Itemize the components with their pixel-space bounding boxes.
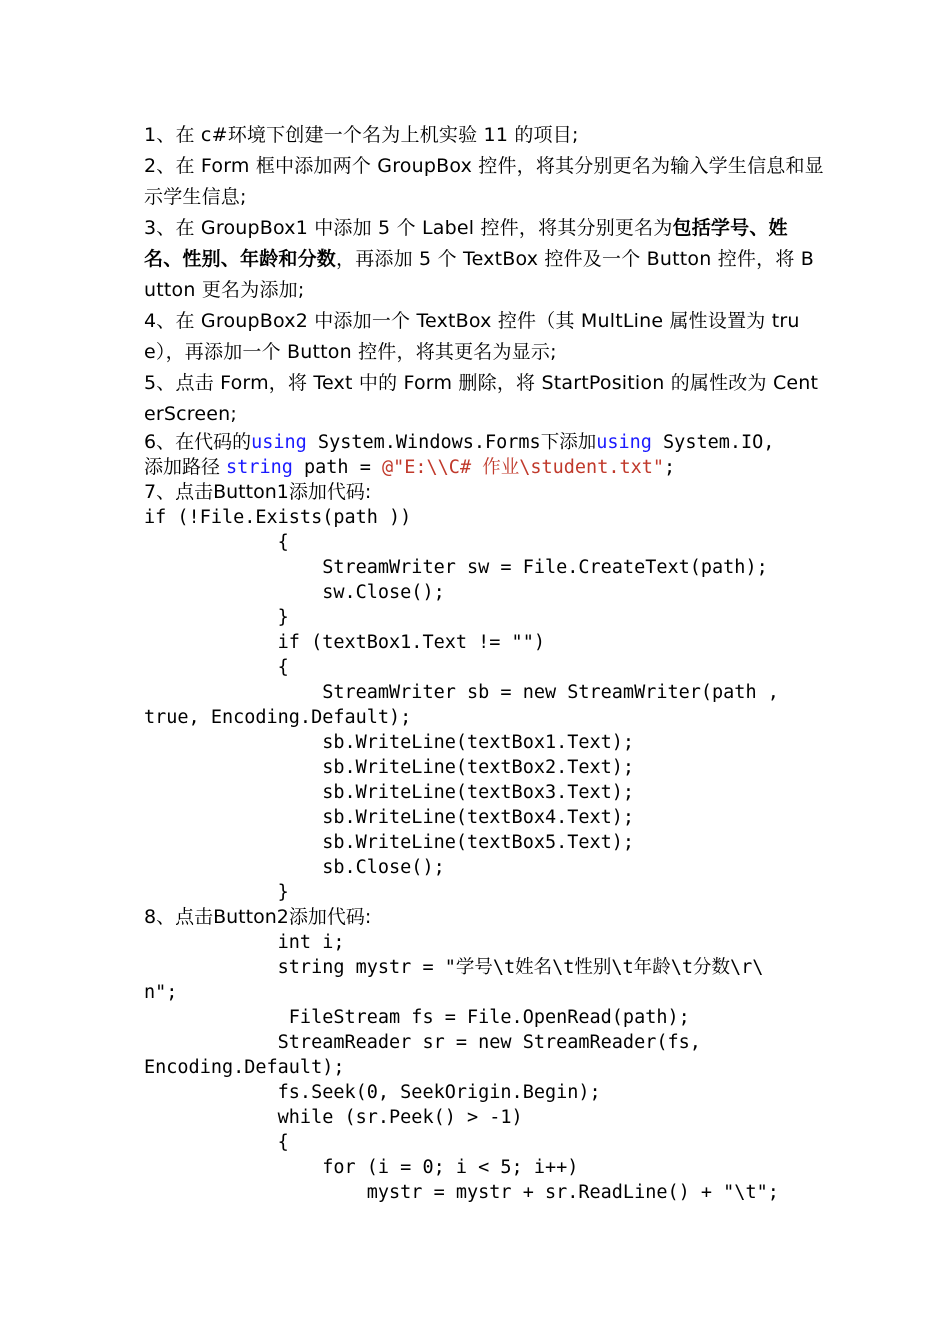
- code-line: sb.WriteLine(textBox1.Text);: [144, 732, 635, 753]
- code-line: StreamWriter sb = new StreamWriter(path ,: [144, 682, 779, 703]
- code-line: if (!File.Exists(path )): [144, 507, 412, 528]
- code-line: }: [144, 607, 289, 628]
- code-line: Encoding.Default);: [144, 1057, 345, 1078]
- code-line: {: [144, 657, 289, 678]
- using-keyword-2: using: [596, 432, 652, 453]
- step-4: 4、在 GroupBox2 中添加一个 TextBox 控件（其 MultLine 属性设置为 true），再添加一个 Button 控件，将其更名为显示;: [144, 310, 800, 363]
- step-3-text-a: 3、在 GroupBox1 中添加 5 个 Label 控件，将其分别更名为: [144, 217, 673, 239]
- code-line: StreamReader sr = new StreamReader(fs,: [144, 1032, 701, 1053]
- code-line: string mystr = "学号\t姓名\t性别\t年龄\t分数\r\: [144, 957, 764, 978]
- code-line: sb.Close();: [144, 857, 445, 878]
- code-line: sb.WriteLine(textBox3.Text);: [144, 782, 635, 803]
- code-line: sw.Close();: [144, 582, 445, 603]
- step-2: 2、在 Form 框中添加两个 GroupBox 控件，将其分别更名为输入学生信息和显示学生信息;: [144, 155, 824, 208]
- step-7: 7、点击Button1添加代码:: [144, 481, 372, 503]
- using-keyword: using: [251, 432, 307, 453]
- step-6-line-1: [144, 430, 824, 455]
- step-6-text-c: System.IO,: [651, 432, 775, 453]
- code-line: int i;: [144, 932, 345, 953]
- document-body: [144, 120, 824, 1205]
- code-line: sb.WriteLine(textBox2.Text);: [144, 757, 635, 778]
- string-keyword: string: [226, 457, 293, 478]
- step-3-bold: 包括学号、姓名、性别、年龄和分数: [144, 217, 788, 270]
- code-line: for (i = 0; i < 5; i++): [144, 1157, 579, 1178]
- step-6-text-f: ;: [664, 457, 676, 478]
- path-string-literal: @"E:\\C# 作业\student.txt": [381, 457, 665, 478]
- step-1: 1、在 c#环境下创建一个名为上机实验 11 的项目;: [144, 124, 579, 146]
- code-line: fs.Seek(0, SeekOrigin.Begin);: [144, 1082, 601, 1103]
- code-line: sb.WriteLine(textBox5.Text);: [144, 832, 635, 853]
- step-8: 8、点击Button2添加代码:: [144, 906, 372, 928]
- step-3: [144, 213, 824, 306]
- code-line: mystr = mystr + sr.ReadLine() + "\t";: [144, 1182, 779, 1203]
- code-line: StreamWriter sw = File.CreateText(path);: [144, 557, 768, 578]
- code-block-button2: [144, 930, 824, 1205]
- step-6-text-e: path =: [292, 457, 382, 478]
- step-6-text-d: 添加路径: [144, 456, 227, 478]
- step-6-text-b: System.Windows.Forms下添加: [306, 432, 597, 453]
- step-3-text-b: ，再添加 5 个 TextBox 控件及一个 Button 控件，将 Button 更名为添加;: [144, 248, 815, 301]
- code-block-button1: [144, 505, 824, 905]
- code-line: while (sr.Peek() > -1): [144, 1107, 523, 1128]
- code-line: {: [144, 1132, 289, 1153]
- code-line: if (textBox1.Text != ""): [144, 632, 545, 653]
- step-6-text-a: 6、在代码的: [144, 431, 252, 453]
- code-line: n";: [144, 982, 178, 1003]
- code-line: true, Encoding.Default);: [144, 707, 412, 728]
- code-line: }: [144, 882, 289, 903]
- step-6-line-2: [144, 455, 824, 480]
- code-line: {: [144, 532, 289, 553]
- code-line: sb.WriteLine(textBox4.Text);: [144, 807, 635, 828]
- code-line: FileStream fs = File.OpenRead(path);: [144, 1007, 690, 1028]
- step-5: 5、点击 Form，将 Text 中的 Form 删除，将 StartPosition 的属性改为 CenterScreen;: [144, 372, 819, 425]
